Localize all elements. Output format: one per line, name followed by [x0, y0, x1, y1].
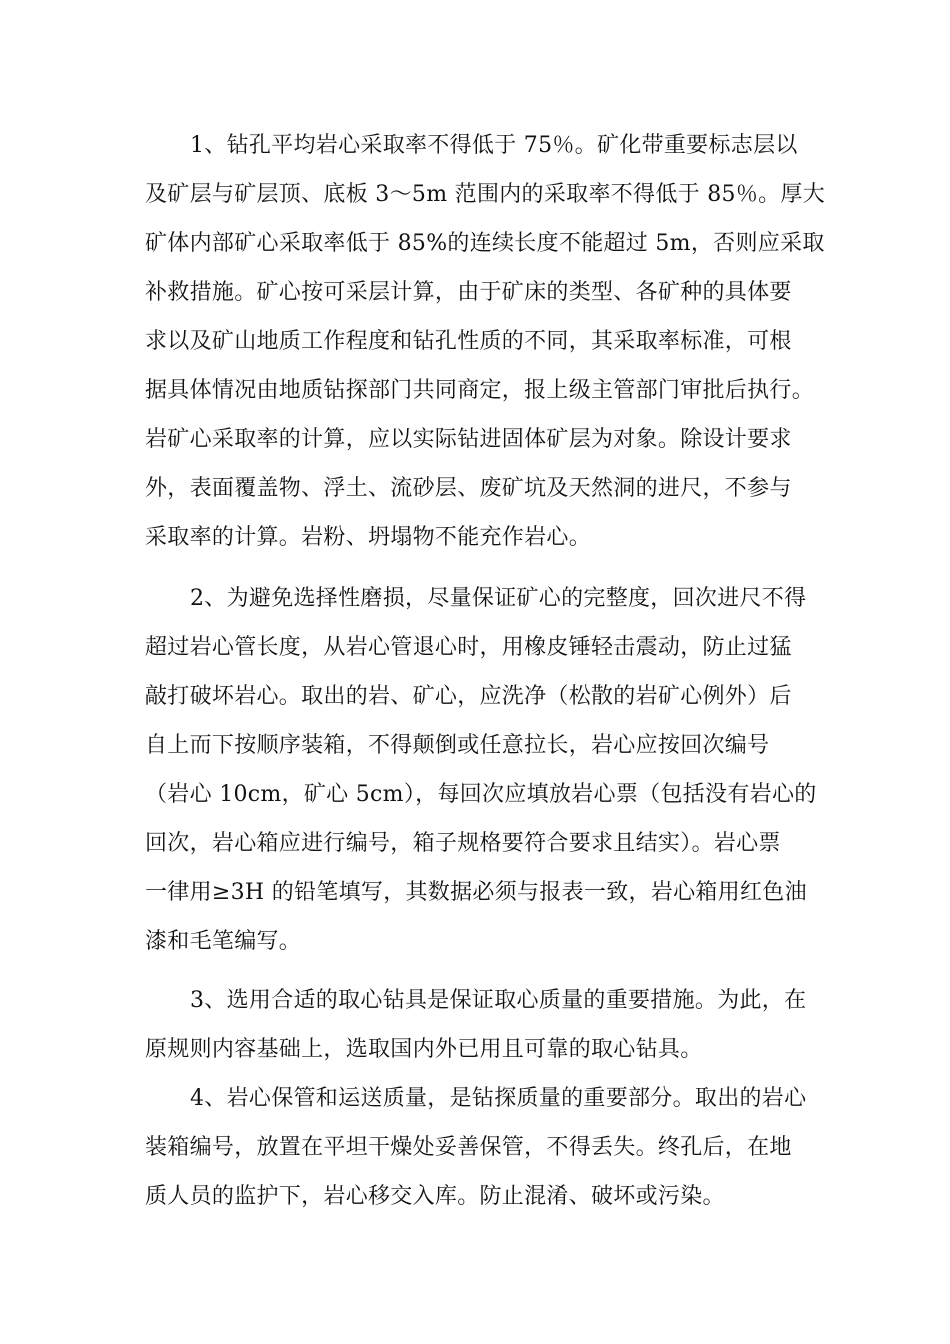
text-line: 一律用≥3H 的铅笔填写，其数据必须与报表一致，岩心箱用红色油 — [145, 880, 807, 905]
text-line: 自上而下按顺序装箱，不得颠倒或任意拉长，岩心应按回次编号 — [145, 733, 770, 758]
text-line: 漆和毛笔编写。 — [145, 929, 302, 954]
text-line: 原规则内容基础上，选取国内外已用且可靠的取心钻具。 — [145, 1037, 703, 1062]
text-line: 质人员的监护下，岩心移交入库。防止混淆、破坏或污染。 — [145, 1184, 725, 1209]
text-line: 岩矿心采取率的计算，应以实际钻进固体矿层为对象。除设计要求 — [145, 427, 792, 452]
text-line: （岩心 10cm，矿心 5cm），每回次应填放岩心票（包括没有岩心的 — [145, 782, 817, 807]
text-line: 装箱编号，放置在平坦干燥处妥善保管，不得丢失。终孔后，在地 — [145, 1135, 792, 1160]
text-line: 矿体内部矿心采取率低于 85%的连续长度不能超过 5m，否则应采取 — [145, 231, 825, 256]
text-line: 2、为避免选择性磨损，尽量保证矿心的完整度，回次进尺不得 — [190, 586, 807, 611]
text-line: 及矿层与矿层顶、底板 3～5m 范围内的采取率不得低于 85％。厚大 — [145, 182, 826, 207]
text-line: 1、钻孔平均岩心采取率不得低于 75％。矿化带重要标志层以 — [190, 133, 798, 158]
text-line: 补救措施。矿心按可采层计算，由于矿床的类型、各矿种的具体要 — [145, 280, 792, 305]
text-line: 回次，岩心箱应进行编号，箱子规格要符合要求且结实）。岩心票 — [145, 831, 781, 856]
text-line: 外，表面覆盖物、浮土、流砂层、废矿坑及天然洞的进尺，不参与 — [145, 476, 792, 501]
text-line: 4、岩心保管和运送质量，是钻探质量的重要部分。取出的岩心 — [190, 1086, 807, 1111]
text-line: 采取率的计算。岩粉、坍塌物不能充作岩心。 — [145, 525, 592, 550]
text-line: 超过岩心管长度，从岩心管退心时，用橡皮锤轻击震动，防止过猛 — [145, 635, 792, 660]
text-line: 敲打破坏岩心。取出的岩、矿心，应洗净（松散的岩矿心例外）后 — [145, 684, 792, 709]
text-line: 据具体情况由地质钻探部门共同商定，报上级主管部门审批后执行。 — [145, 378, 815, 403]
text-line: 3、选用合适的取心钻具是保证取心质量的重要措施。为此，在 — [190, 988, 807, 1013]
text-line: 求以及矿山地质工作程度和钻孔性质的不同，其采取率标准，可根 — [145, 329, 792, 354]
